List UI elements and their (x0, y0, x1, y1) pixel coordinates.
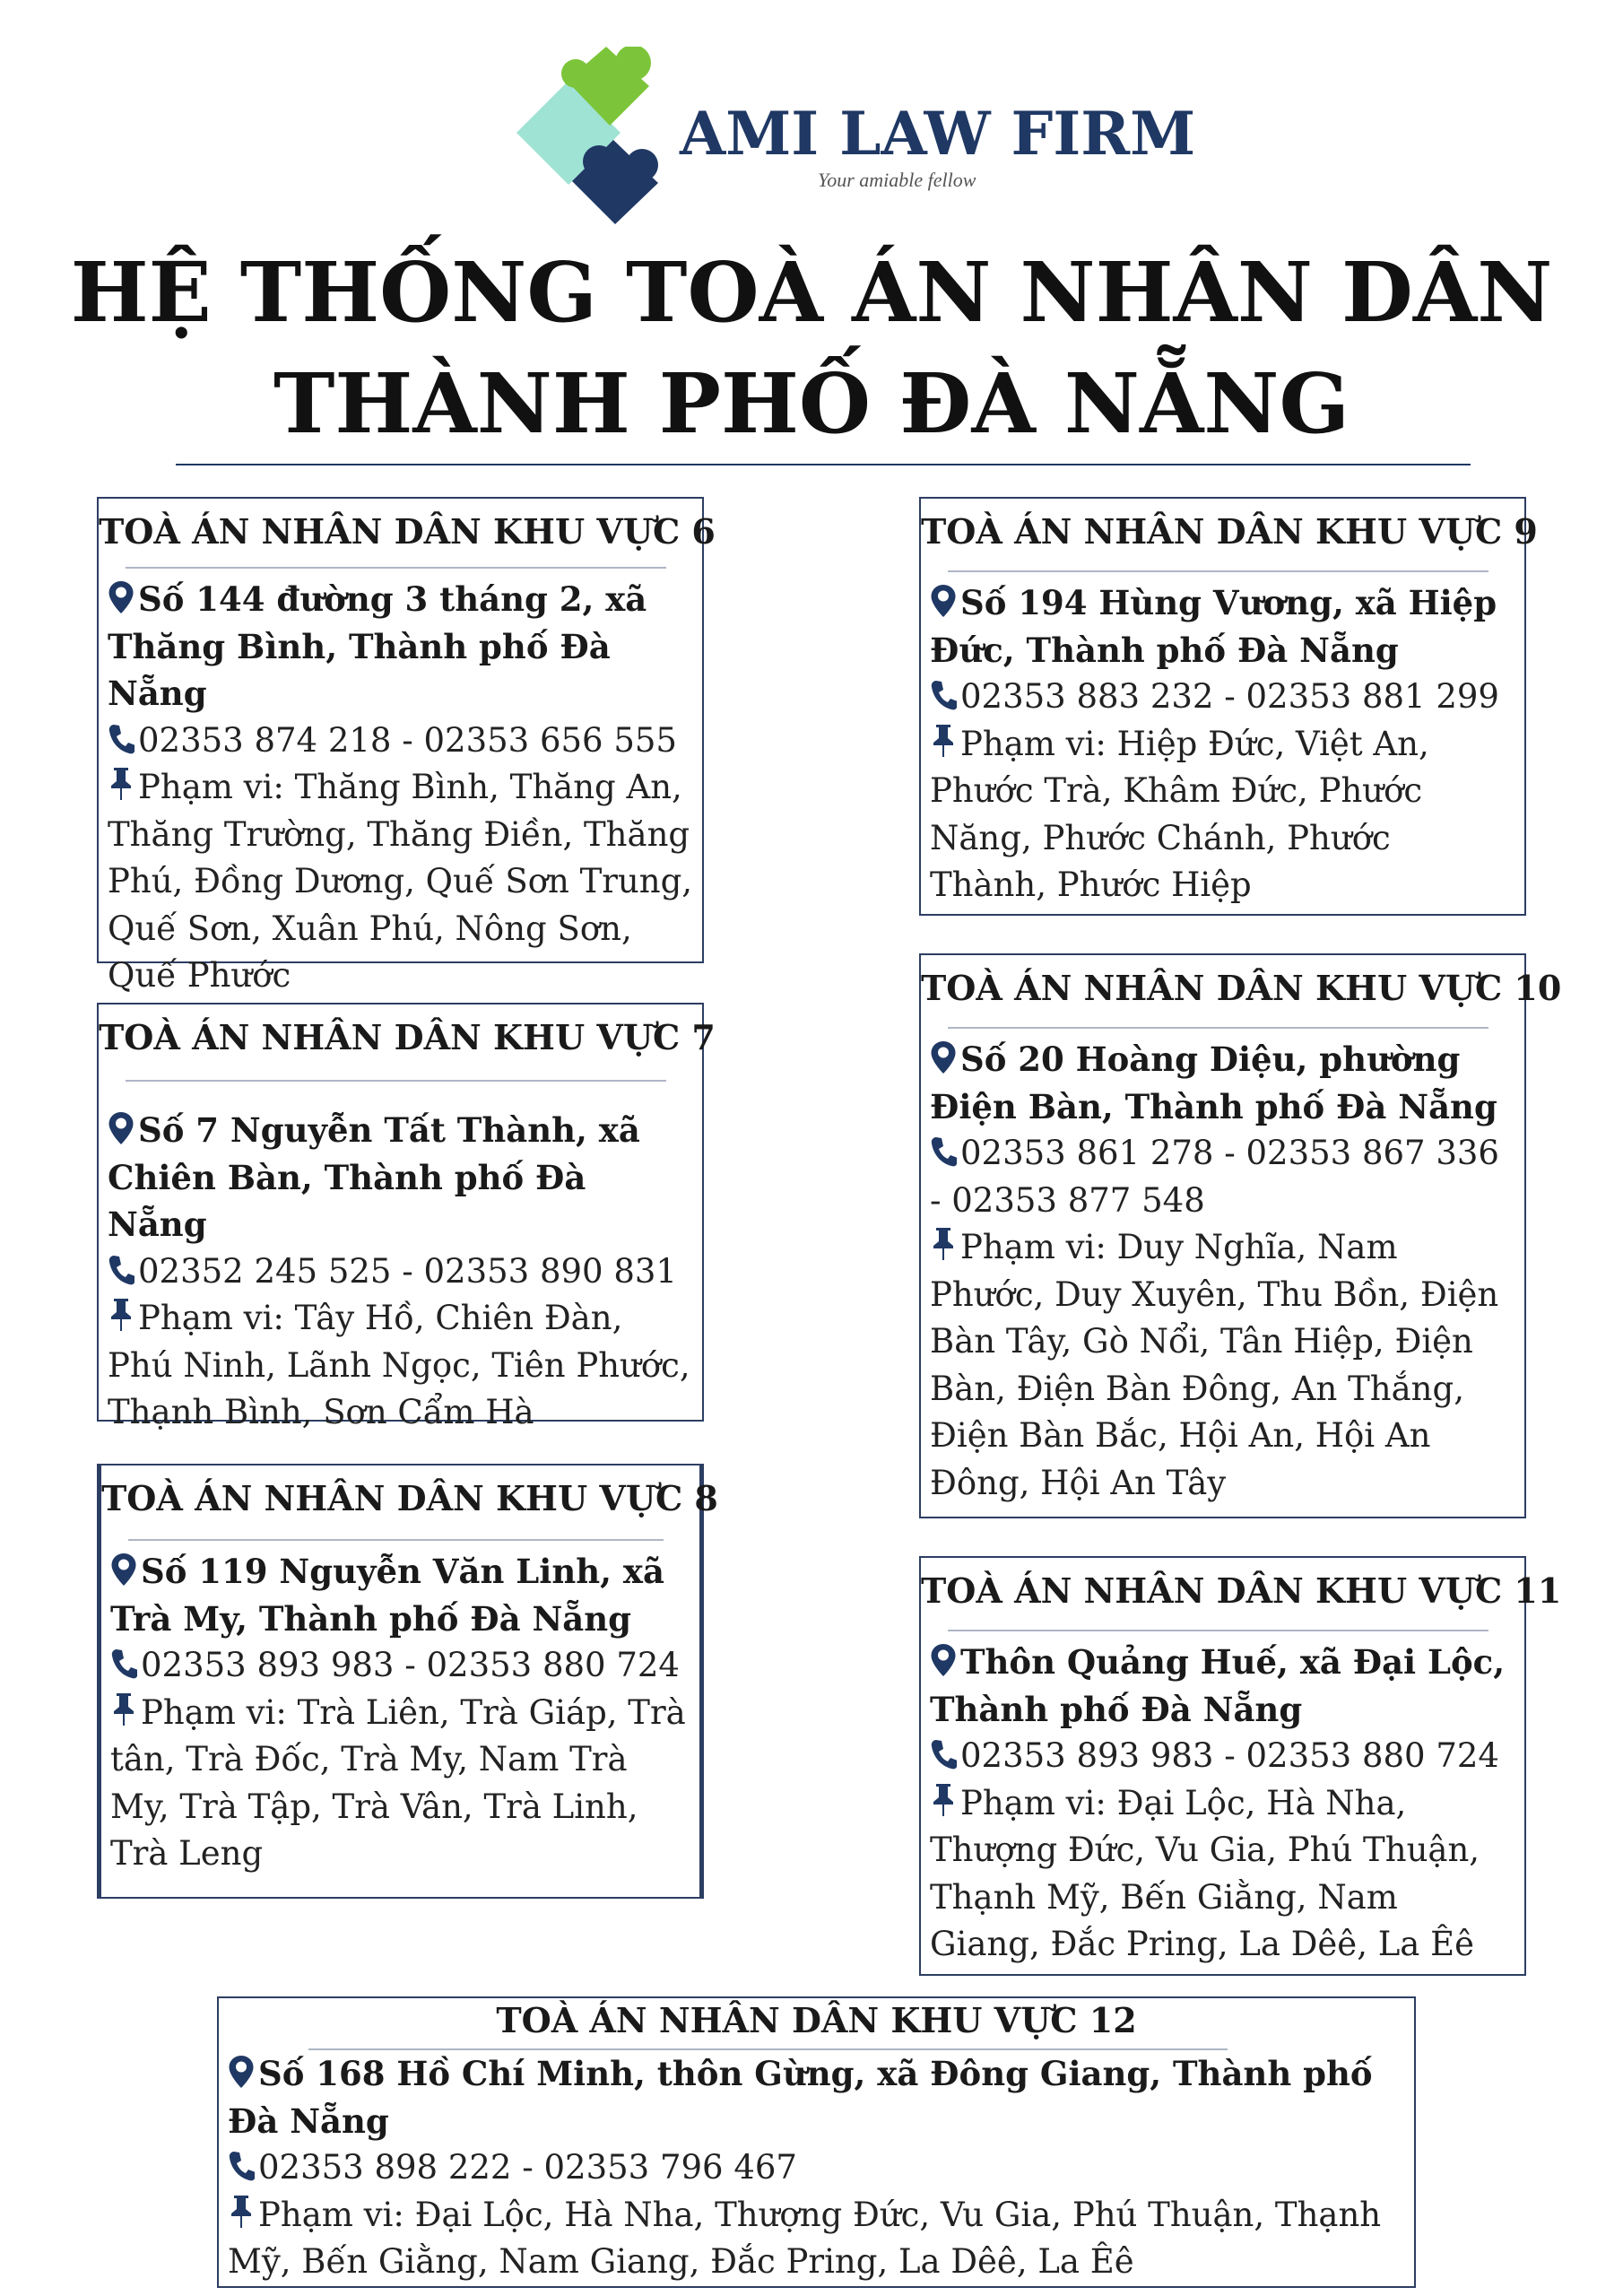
court-address: Số 7 Nguyễn Tất Thành, xã Chiên Bàn, Thành phố Đà Nẵng (108, 1110, 640, 1244)
map-pin-icon (930, 584, 957, 618)
thumbtack-icon (930, 1782, 957, 1818)
court-title: TOÀ ÁN NHÂN DÂN KHU VỰC 10 (921, 968, 1562, 1008)
court-scope: Phạm vi: Thăng Bình, Thăng An, Thăng Trường, Thăng Điền, Thăng Phú, Đồng Dương, Quế Sơn Trung, Quế Sơn, Xuân Phú, Nông Sơn, Quế Phước (108, 768, 693, 995)
court-scope: Phạm vi: Tây Hồ, Chiên Đàn, Phú Ninh, Lãnh Ngọc, Tiên Phước, Thạnh Bình, Sơn Cẩm Hà (108, 1299, 690, 1431)
map-pin-icon (930, 1643, 957, 1677)
phone-icon (930, 679, 957, 711)
court-phone: 02352 245 525 - 02353 890 831 (138, 1251, 677, 1291)
title-underline (948, 1027, 1488, 1029)
thumbtack-icon (930, 723, 957, 759)
phone-icon (108, 1254, 135, 1286)
court-title: TOÀ ÁN NHÂN DÂN KHU VỰC 8 (101, 1478, 718, 1518)
court-address: Số 168 Hồ Chí Minh, thôn Gừng, xã Đông Giang, Thành phố Đà Nẵng (228, 2054, 1373, 2141)
page-title-line-1: HỆ THỐNG TOÀ ÁN NHÂN DÂN (70, 244, 1553, 341)
brand-name: AMI LAW FIRM (680, 99, 1196, 169)
court-card-kv7 (97, 1003, 716, 1431)
court-scope: Phạm vi: Đại Lộc, Hà Nha, Thượng Đức, Vu Gia, Phú Thuận, Thạnh Mỹ, Bến Giằng, Nam Giang, Đắc Pring, La Dêê, La Êê (930, 1783, 1480, 1963)
puzzle-logo-icon (516, 47, 660, 226)
court-address: Số 194 Hùng Vương, xã Hiệp Đức, Thành phố Đà Nẵng (930, 583, 1497, 670)
court-card-kv10 (919, 953, 1562, 1518)
thumbtack-icon (228, 2194, 255, 2230)
court-phone: 02353 893 983 - 02353 880 724 (141, 1646, 680, 1684)
title-underline (126, 567, 666, 569)
court-card-kv8 (97, 1464, 718, 1899)
phone-icon (108, 723, 135, 755)
thumbtack-icon (110, 1692, 137, 1727)
court-phone: 02353 874 218 - 02353 656 555 (138, 720, 677, 760)
brand-tagline: Your amiable fellow (818, 169, 976, 191)
court-phone: 02353 898 222 - 02353 796 467 (258, 2148, 797, 2187)
title-underline (126, 1080, 666, 1082)
page-title-line-2: THÀNH PHỐ ĐÀ NẴNG (273, 355, 1350, 452)
thumbtack-icon (108, 766, 135, 802)
court-phone: 02353 893 983 - 02353 880 724 (960, 1736, 1499, 1775)
map-pin-icon (108, 1111, 135, 1145)
court-card-kv11 (919, 1556, 1562, 1976)
court-address: Số 144 đường 3 tháng 2, xã Thăng Bình, Thành phố Đà Nẵng (108, 579, 647, 713)
court-card-kv6 (97, 497, 716, 995)
map-pin-icon (110, 1552, 137, 1587)
brand-logo (516, 47, 1196, 226)
court-scope: Phạm vi: Duy Nghĩa, Nam Phước, Duy Xuyên, Thu Bồn, Điện Bàn Tây, Gò Nổi, Tân Hiệp, Điện Bàn, Điện Bàn Đông, An Thắng, Điện Bàn Bắc, Hội An, Hội An Đông, Hội An Tây (930, 1228, 1499, 1502)
phone-icon (930, 1738, 957, 1770)
title-underline (128, 1539, 664, 1541)
court-title: TOÀ ÁN NHÂN DÂN KHU VỰC 12 (496, 2000, 1137, 2040)
court-title: TOÀ ÁN NHÂN DÂN KHU VỰC 6 (99, 511, 716, 552)
phone-icon (110, 1648, 137, 1680)
map-pin-icon (930, 1040, 957, 1074)
thumbtack-icon (930, 1226, 957, 1262)
court-address: Số 119 Nguyễn Văn Linh, xã Trà My, Thành phố Đà Nẵng (110, 1552, 664, 1639)
map-pin-icon (108, 580, 135, 614)
court-phone: 02353 861 278 - 02353 867 336 - 02353 877 548 (930, 1134, 1499, 1220)
phone-icon (930, 1135, 957, 1168)
title-underline (948, 1630, 1488, 1631)
title-underline (948, 570, 1488, 572)
court-card-kv12 (217, 1996, 1416, 2288)
title-divider (176, 464, 1471, 465)
phone-icon (228, 2150, 255, 2182)
court-card-kv9 (919, 497, 1538, 916)
court-title: TOÀ ÁN NHÂN DÂN KHU VỰC 9 (921, 511, 1538, 552)
court-scope: Phạm vi: Đại Lộc, Hà Nha, Thượng Đức, Vu Gia, Phú Thuận, Thạnh Mỹ, Bến Giằng, Nam Giang, Đắc Pring, La Dêê, La Êê (228, 2195, 1382, 2281)
map-pin-icon (228, 2055, 255, 2089)
court-scope: Phạm vi: Trà Liên, Trà Giáp, Trà tân, Trà Đốc, Trà My, Nam Trà My, Trà Tập, Trà Vân, Trà Linh, Trà Leng (110, 1692, 686, 1873)
court-address: Thôn Quảng Huế, xã Đại Lộc, Thành phố Đà Nẵng (930, 1642, 1506, 1729)
court-phone: 02353 883 232 - 02353 881 299 (960, 677, 1499, 716)
court-title: TOÀ ÁN NHÂN DÂN KHU VỰC 7 (99, 1017, 716, 1057)
court-title: TOÀ ÁN NHÂN DÂN KHU VỰC 11 (921, 1570, 1562, 1611)
court-address: Số 20 Hoàng Diệu, phường Điện Bàn, Thành phố Đà Nẵng (930, 1039, 1497, 1126)
thumbtack-icon (108, 1297, 135, 1333)
court-scope: Phạm vi: Hiệp Đức, Việt An, Phước Trà, Khâm Đức, Phước Năng, Phước Chánh, Phước Thành, Phước Hiệp (930, 724, 1429, 904)
